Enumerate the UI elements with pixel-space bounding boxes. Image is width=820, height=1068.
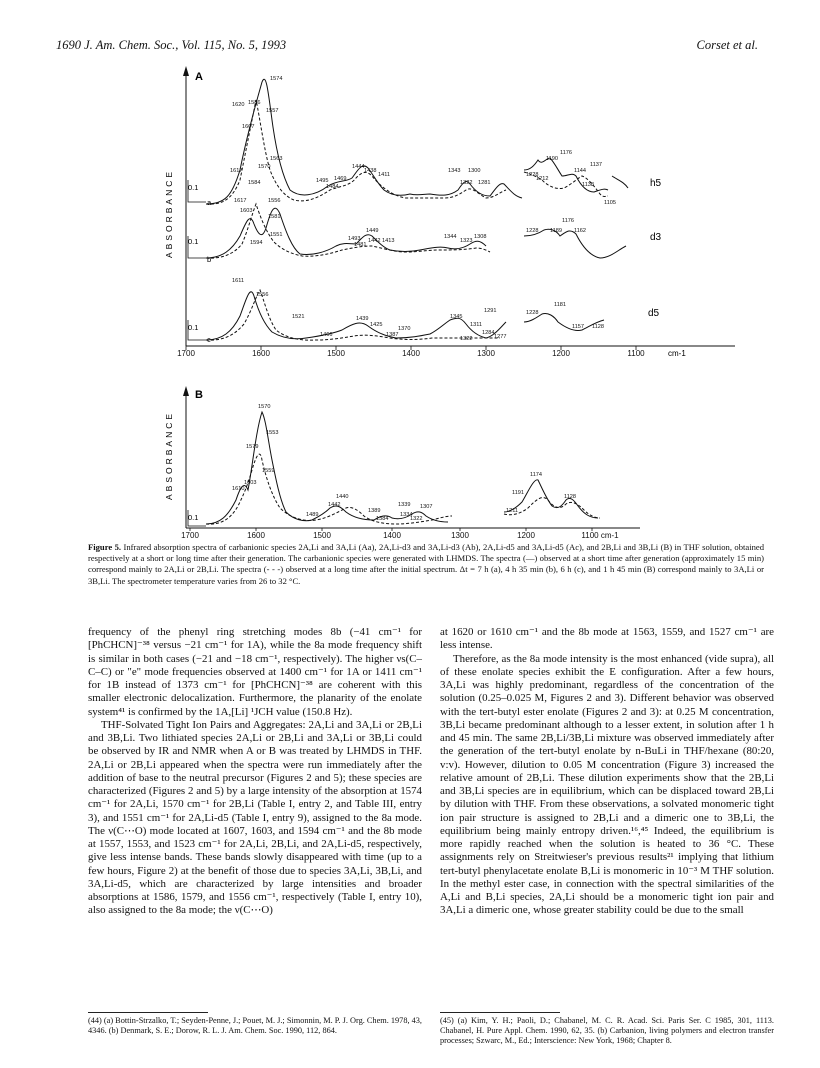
peak-label: 1466	[320, 332, 333, 338]
peak-label: 1570	[258, 404, 271, 410]
panel-b-label: B	[195, 389, 203, 401]
footnote-rule-left	[88, 1012, 208, 1013]
peak-label: 1105	[604, 200, 617, 206]
panel-a-label: A	[195, 71, 203, 83]
panel-a-x-ticks	[177, 349, 645, 358]
peak-label: 1189	[550, 228, 563, 234]
peak-label: 1411	[378, 172, 391, 178]
body-column-right	[440, 626, 774, 918]
peak-label: 1157	[572, 324, 585, 330]
peak-label: 1212	[536, 176, 549, 182]
peak-label: 1493	[348, 236, 361, 242]
peak-label: 1228	[526, 172, 539, 178]
peak-label: 1442	[368, 238, 381, 244]
panel-a-tick-1400: 1400	[402, 349, 420, 358]
footnote-44: (44) (a) Bottin-Strzalko, T.; Seyden-Penne, J.; Pouet, M. J.; Simonnin, M. P. J. Org. Chem. 1978, 43, 4346. (b) Denmark, S. E.; Dorow, R. L. J. Am. Chem. Soc. 1990, 112, 864.	[88, 1016, 422, 1036]
peak-label: 1308	[474, 234, 487, 240]
peak-label: 1579	[246, 444, 259, 450]
peak-label: 1586	[248, 100, 261, 106]
peak-label: 1190	[546, 156, 559, 162]
peak-label: 1495	[316, 178, 329, 184]
scale-label-panel-b: 0.1	[188, 513, 199, 522]
peak-label: 1553	[266, 430, 279, 436]
panel-b-x-ticks	[181, 531, 619, 540]
peak-label: 1322	[460, 180, 473, 186]
peak-label: 1610	[232, 486, 245, 492]
peak-label: 1469	[334, 176, 347, 182]
peak-label: 1620	[232, 102, 245, 108]
caption-text: Infrared absorption spectra of carbanionic species 2A,Li and 3A,Li (Aa), 2A,Li-d3 and 3A,Li-d3 (Ab), 2A,Li-d5 and 3A,Li-d5 (Ac), and 2B,Li and 3B,Li (B) in THF solution, obtained respectively at a short or long time after their generation. The carbanionic species were generated with LHMDS. The spectra (—) observed at a short time after generation (approximately 15 min) correspond mainly to 2A,Li or 2B,Li. The spectra (- - -) observed at a long time after the initial spectrum. Δt = 7 h (a), 4 h 35 min (b), 6 h (c), and 1 h 45 min (B) correspond mainly to 3A,Li or 3B,Li. The spectrometer temperature varies from 26 to 32 °C.	[88, 542, 764, 586]
peak-label: 1176	[560, 150, 573, 156]
panel-a-peak-labels	[230, 76, 616, 342]
figure-caption	[88, 542, 764, 587]
peak-label: 1449	[366, 228, 379, 234]
scale-label-b: 0.1	[188, 237, 199, 246]
peak-label: 1570	[258, 164, 271, 170]
peak-label: 1211	[506, 508, 519, 514]
panel-b-tick-1400: 1400	[383, 531, 401, 540]
peak-label: 1521	[292, 314, 305, 320]
peak-label: 1174	[530, 472, 543, 478]
panel-b-tick-1100: 1100 cm-1	[581, 531, 619, 540]
panel-b-tick-1700: 1700	[181, 531, 199, 540]
panel-a-tick-1600: 1600	[252, 349, 270, 358]
panel-a-x-unit: cm-1	[668, 349, 686, 358]
body-paragraph: Therefore, as the 8a mode intensity is the most enhanced (vide supra), all of these enolate species exhibit the E configuration. After a few hours, 3A,Li was highly predominant, regardless of the concentration of the solution (0.25–0.025 M, Figures 2 and 3). Different behavior was observed with the tert-butyl ester enolate (Figures 2 and 3): at 0.25 M concentration, 3B,Li became predominant although to a lesser extent, in solution after 1 h and 45 min. The same 2B,Li/3B,Li mixture was observed immediately after the generation of the tert-butyl enolate by n-BuLi in THF/hexane (80:20, v:v). However, dilution to 0.05 M concentration (Figure 3) increased the relative amount of 2B,Li. These dilution experiments show that the 2B,Li and 3B,Li species are in equilibrium, which can be displaced toward 2B,Li by dilution with THF. From these observations, a solvated monomeric tight ion pair structure is assigned to 2B,Li and a dimeric one to 3B,Li, the equilibrium being mainly entropy driven.¹⁶,⁴⁵ Indeed, the equilibrium is more rapidly reached when the solution is heated to 36 °C. These assignments rely on Streitwieser's previous results²¹ implying that lithium tert-butyl phenylacetate enolate B,Li is monomeric in 10⁻³ M THF solution. In the methyl ester case, in connection with the spectral similarities of the A,Li and B,Li species, 2A,Li should be a monomeric tight ion pair and 3A,Li a dimeric one, whose greater stability could be due to the small	[440, 652, 774, 917]
peak-label: 1384	[376, 516, 389, 522]
peak-label: 1581	[268, 214, 281, 220]
body-paragraph: frequency of the phenyl ring stretching modes 8b (−41 cm⁻¹ for [PhCHCN]⁻³⁸ versus −21 cm⁻¹ for 1A), while the 8a mode frequency shift is similar in both cases (−21 and −18 cm⁻¹, respectively). The higher νs(C–C–C) or "e" mode frequencies observed at 1400 cm⁻¹ for 1A or 1411 cm⁻¹ for 1B instead of 1373 cm⁻¹ for [PhCHCN]⁻³⁸ are coherent with this smaller electronic delocalization. Furthermore, the planarity of the enolate system⁴¹ is confirmed by the 1A,[Li] ¹JCH value (150.8 Hz).	[88, 626, 422, 718]
caption-label: Figure 5.	[88, 542, 122, 552]
peak-label: 1311	[470, 322, 483, 328]
peak-label: 1439	[356, 316, 369, 322]
curve-label-h5: h5	[650, 178, 662, 189]
peak-label: 1413	[382, 238, 395, 244]
peak-label: 1551	[270, 232, 283, 238]
peak-label: 1343	[448, 168, 461, 174]
peak-label: 1489	[306, 512, 319, 518]
peak-label: 1444	[352, 164, 365, 170]
footnote-45: (45) (a) Kim, Y. H.; Paoli, D.; Chabanel, M. C. R. Acad. Sci. Paris Ser. C 1985, 301, 1113. Chabanel, H. Pure Appl. Chem. 1990, 62, 35. (b) Carbanion, living polymers and electron transfer processes; Szwarc, M., Ed.; Interscience: New York, 1968; Chapter 8.	[440, 1016, 774, 1046]
peak-label: 1438	[364, 168, 377, 174]
peak-label: 1481	[354, 242, 367, 248]
scale-label-a: 0.1	[188, 183, 199, 192]
trace-label-c: c	[207, 335, 211, 344]
panel-a-tick-1500: 1500	[327, 349, 345, 358]
peak-label: 1300	[468, 168, 481, 174]
panel-a-tick-1100: 1100	[627, 349, 645, 358]
peak-label: 1389	[368, 508, 381, 514]
peak-label: 1607	[242, 124, 255, 130]
panel-b-axes	[183, 386, 640, 528]
curve-label-d5: d5	[648, 308, 660, 319]
running-header-right: Corset et al.	[696, 38, 758, 52]
peak-label: 1191	[512, 490, 525, 496]
peak-label: 1228	[526, 228, 539, 234]
footnote-rule-right	[440, 1012, 560, 1013]
panel-b-y-axis-label: ABSORBANCE	[164, 410, 174, 500]
peak-label: 1138	[582, 182, 595, 188]
scale-markers-a	[188, 183, 212, 344]
peak-label: 1144	[574, 168, 587, 174]
panel-b-tick-1200: 1200	[517, 531, 535, 540]
peak-label: 1556	[256, 292, 269, 298]
peak-label: 1322	[460, 336, 473, 342]
peak-label: 1128	[592, 324, 605, 330]
peak-label: 1334	[400, 512, 413, 518]
running-header-left: 1690 J. Am. Chem. Soc., Vol. 115, No. 5, 1993	[56, 38, 287, 52]
peak-label: 1574	[270, 76, 283, 82]
peak-label: 1584	[248, 180, 261, 186]
panel-a-tick-1300: 1300	[477, 349, 495, 358]
panel-b-peak-labels	[232, 404, 576, 522]
trace-b-spectra	[206, 204, 626, 258]
peak-label: 1137	[590, 162, 603, 168]
peak-label: 1559	[262, 468, 275, 474]
curve-label-d3: d3	[650, 232, 662, 243]
peak-label: 1370	[398, 326, 411, 332]
peak-label: 1281	[478, 180, 491, 186]
peak-label: 1440	[336, 494, 349, 500]
peak-label: 1344	[444, 234, 457, 240]
peak-label: 1128	[564, 494, 577, 500]
peak-label: 1442	[328, 502, 341, 508]
peak-label: 1603	[240, 208, 253, 214]
trace-label-a: a	[207, 198, 212, 207]
peak-label: 1557	[266, 108, 279, 114]
peak-label: 1162	[574, 228, 587, 234]
peak-label: 1611	[232, 278, 245, 284]
panel-a-tick-1200: 1200	[552, 349, 570, 358]
peak-label: 1228	[526, 310, 539, 316]
peak-label: 1387	[386, 332, 399, 338]
peak-label: 1307	[420, 504, 433, 510]
body-paragraph: at 1620 or 1610 cm⁻¹ and the 8b mode at 1563, 1559, and 1527 cm⁻¹ are less intense.	[440, 626, 774, 652]
peak-label: 1323	[460, 238, 473, 244]
peak-label: 1339	[398, 502, 411, 508]
body-paragraph: THF-Solvated Tight Ion Pairs and Aggregates: 2A,Li and 3A,Li or 2B,Li and 3B,Li. Two lithiated species 2A,Li or 2B,Li and 3A,Li or 3B,Li could be observed by IR and NMR when A or B was treated by LHMDS in THF. 2A,Li or 2B,Li appeared when the spectra were run immediately after the addition of base to the neutral precursor (Figures 2 and 5); these species are characterized (Figures 2 and 5) by a large intensity of the absorption at 1574 cm⁻¹ for 2A,Li, 1570 cm⁻¹ for 2B,Li (Table I, entry 2, and Table III, entry 3), and 1551 cm⁻¹ for 2A,Li-d5 (Table I, entry 9), assigned to the 8a mode. The ν(C⋯O) mode located at 1607, 1603, and 1594 cm⁻¹ and the 8b mode at 1557, 1553, and 1523 cm⁻¹ for 2A,Li, 2B,Li, and 2A,Li-d5, respectively, give less intense bands. These bands slowly disappeared with time (up to a few hours, Figure 2) at the benefit of those due to species 3A,Li, 3B,Li, and 3A,Li-d5, which are characterized by large intensities and broader absorptions at 1586, 1579, and 1556 cm⁻¹, respectively (Table I, entry 10), also assigned to the 8a mode; the ν(C⋯O)	[88, 718, 422, 917]
peak-label: 1603	[244, 480, 257, 486]
peak-label: 1563	[270, 156, 283, 162]
peak-label: 1284	[482, 330, 495, 336]
body-column-left	[88, 626, 422, 918]
panel-b-tick-1300: 1300	[451, 531, 469, 540]
peak-label: 1176	[562, 218, 575, 224]
peak-label: 1425	[370, 322, 383, 328]
peak-label: 1181	[554, 302, 567, 308]
peak-label: 1345	[450, 314, 463, 320]
trace-label-b: b	[207, 255, 212, 264]
peak-label: 1556	[268, 198, 281, 204]
peak-label: 1484	[326, 184, 339, 190]
peak-label: 1617	[230, 168, 243, 174]
trace-a-spectra	[206, 79, 628, 204]
peak-label: 1277	[494, 334, 507, 340]
peak-label: 1617	[234, 198, 247, 204]
panel-b-tick-1500: 1500	[313, 531, 331, 540]
panel-a-tick-1700: 1700	[177, 349, 195, 358]
peak-label: 1322	[410, 516, 423, 522]
panel-b-tick-1600: 1600	[247, 531, 265, 540]
peak-label: 1291	[484, 308, 497, 314]
scale-label-c: 0.1	[188, 323, 199, 332]
panel-a-y-axis-label: ABSORBANCE	[164, 168, 174, 258]
peak-label: 1594	[250, 240, 263, 246]
